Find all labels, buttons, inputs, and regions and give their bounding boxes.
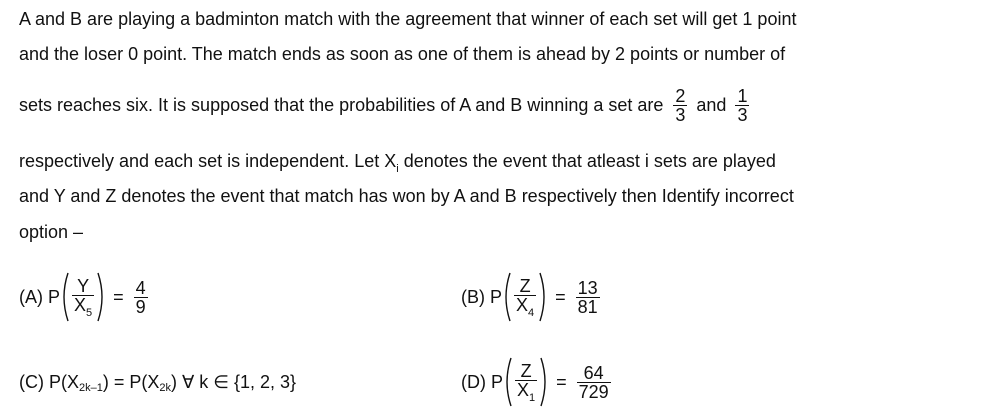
option-c[interactable] xyxy=(19,372,296,393)
probability-a-fraction xyxy=(673,87,687,124)
value-numerator: 4 xyxy=(135,277,146,298)
option-a-value xyxy=(134,279,148,316)
option-a-conditional xyxy=(60,272,106,322)
question-line-2: and the loser 0 point. The match ends as soon as one of them is ahead by 2 points or number of xyxy=(19,44,786,64)
option-d-value xyxy=(577,364,611,401)
option-a-label: (A) P xyxy=(19,286,61,307)
fraction-numerator: Z xyxy=(520,361,532,381)
probability-b-fraction xyxy=(735,87,749,124)
right-paren-icon xyxy=(540,357,549,407)
left-paren-icon xyxy=(502,272,511,322)
option-c-text-mid: ) = P(X xyxy=(102,372,160,392)
denominator-subscript: 1 xyxy=(529,392,536,404)
value-denominator: 81 xyxy=(577,296,598,317)
option-c-text: (C) P(X xyxy=(19,372,79,392)
option-b-label: (B) P xyxy=(461,286,503,307)
fraction-denominator xyxy=(72,295,94,317)
fraction-numerator: Z xyxy=(519,276,531,296)
fraction-denominator xyxy=(514,295,536,317)
denominator-variable: X xyxy=(74,295,87,315)
value-denominator: 9 xyxy=(135,296,146,317)
option-d-fraction xyxy=(515,362,537,402)
fraction-denominator: 3 xyxy=(737,105,748,125)
option-b-conditional xyxy=(502,272,548,322)
option-d[interactable] xyxy=(461,357,614,407)
subscript-i: i xyxy=(396,163,399,175)
question-line-4-rest: denotes the event that atleast i sets are played xyxy=(398,151,776,171)
question-line-1: A and B are playing a badminton match with the agreement that winner of each set will get 1 point xyxy=(19,9,797,29)
value-numerator: 64 xyxy=(583,362,604,383)
fraction-numerator: 1 xyxy=(737,86,748,106)
denominator-variable: X xyxy=(516,295,529,315)
equals-sign: = xyxy=(113,286,124,307)
option-c-text-end: ) ∀ k ∈ {1, 2, 3} xyxy=(171,372,297,392)
and-word: and xyxy=(696,95,727,115)
option-a[interactable] xyxy=(19,272,151,322)
option-b[interactable] xyxy=(461,272,603,322)
denominator-subscript: 4 xyxy=(528,307,535,319)
right-paren-icon xyxy=(539,272,548,322)
fraction-denominator: 3 xyxy=(675,105,686,125)
right-paren-icon xyxy=(97,272,106,322)
question-line-3-text: sets reaches six. It is supposed that the probabilities of A and B winning a set are xyxy=(19,95,664,115)
value-denominator: 729 xyxy=(578,381,609,402)
left-paren-icon xyxy=(503,357,512,407)
option-b-fraction xyxy=(514,277,536,317)
fraction-denominator xyxy=(515,380,537,402)
fraction-numerator: 2 xyxy=(675,86,686,106)
denominator-variable: X xyxy=(517,380,530,400)
option-b-value xyxy=(576,279,600,316)
question-line-4 xyxy=(19,151,776,175)
option-d-conditional xyxy=(503,357,549,407)
subscript-2k: 2k xyxy=(159,381,171,394)
value-numerator: 13 xyxy=(577,277,598,298)
subscript-2k-minus-1: 2k–1 xyxy=(79,381,103,394)
equals-sign: = xyxy=(556,371,567,392)
question-line-6: option – xyxy=(19,222,84,242)
option-d-label: (D) P xyxy=(461,371,503,392)
left-paren-icon xyxy=(60,272,69,322)
question-line-4-text: respectively and each set is independent. Let X xyxy=(19,151,397,171)
fraction-numerator: Y xyxy=(77,276,90,296)
denominator-subscript: 5 xyxy=(86,307,93,319)
question-line-3 xyxy=(19,87,752,124)
equals-sign: = xyxy=(555,286,566,307)
option-a-fraction xyxy=(72,277,94,317)
question-line-5: and Y and Z denotes the event that match has won by A and B respectively then Identify incorrect xyxy=(19,186,794,206)
